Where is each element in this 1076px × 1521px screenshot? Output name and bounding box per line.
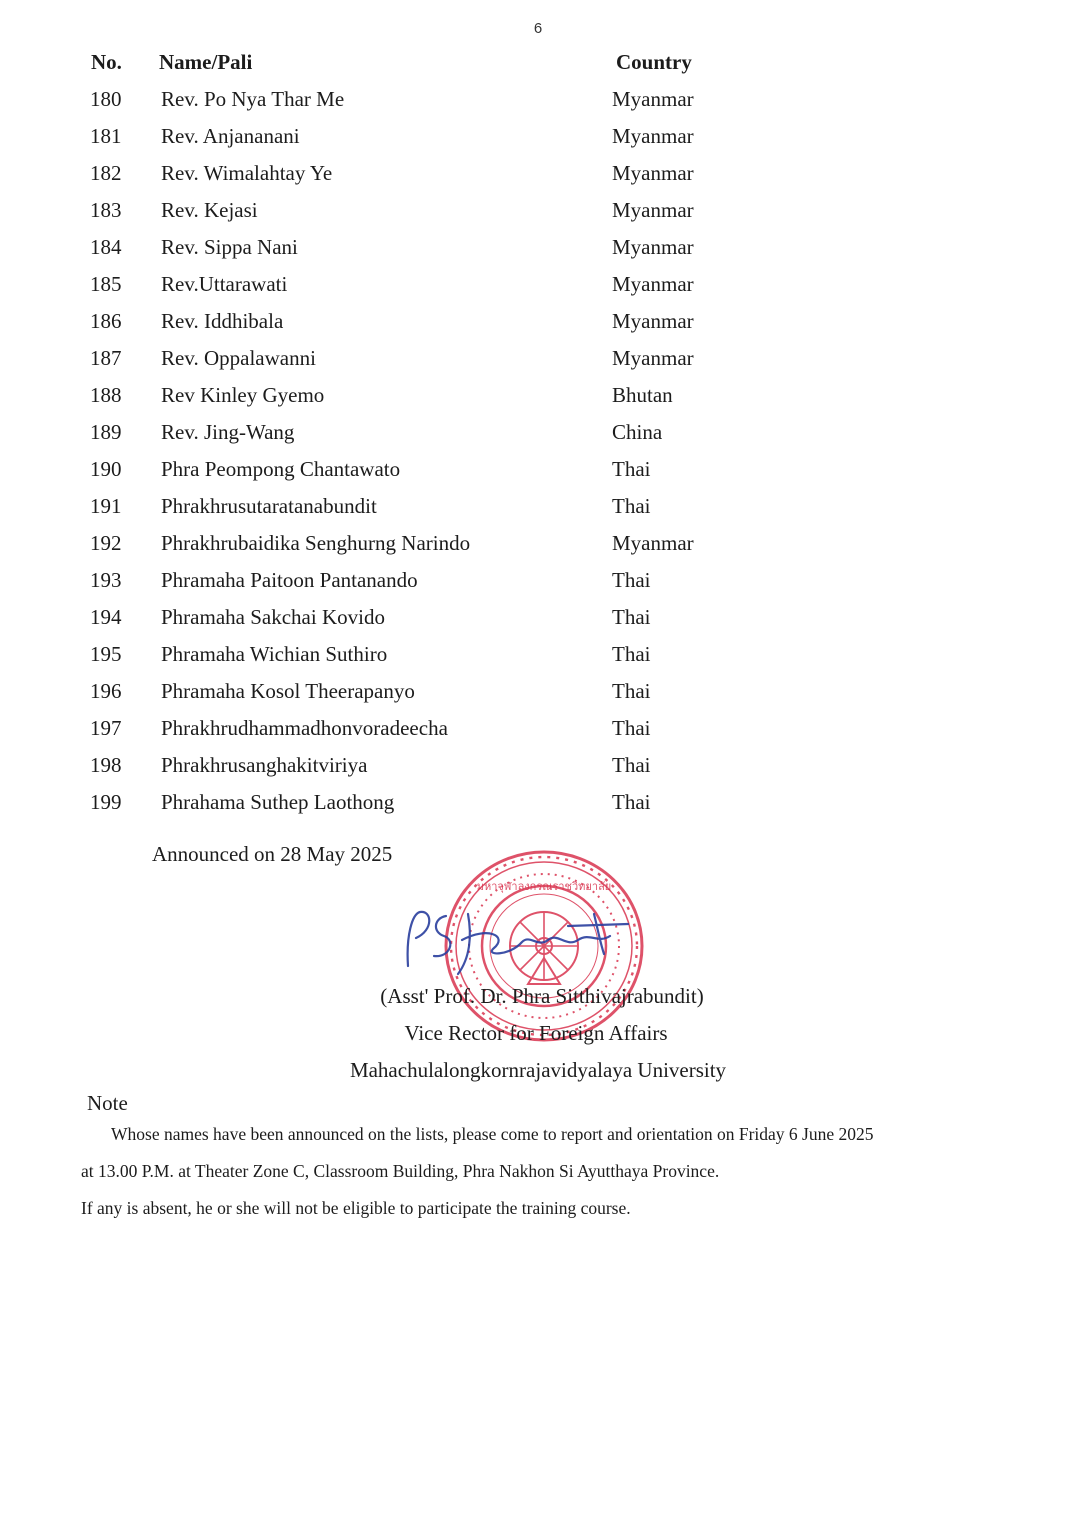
- table-row: [0, 118, 1076, 155]
- table-row: [0, 155, 1076, 192]
- row-name: Phrakhrubaidika Senghurng Narindo: [161, 531, 471, 555]
- row-country: Myanmar: [612, 161, 694, 185]
- row-number: 194: [90, 605, 122, 629]
- row-country: Myanmar: [612, 198, 694, 222]
- row-country: Myanmar: [612, 272, 694, 296]
- table-row: [0, 377, 1076, 414]
- table-row: [0, 340, 1076, 377]
- row-number: 191: [90, 494, 122, 518]
- column-header-no: No.: [91, 50, 122, 74]
- table-row: [0, 599, 1076, 636]
- row-name: Phrakhrusutaratanabundit: [161, 494, 377, 518]
- row-country: Bhutan: [612, 383, 673, 407]
- row-country: Thai: [612, 753, 651, 777]
- row-country: Myanmar: [612, 87, 694, 111]
- row-number: 190: [90, 457, 122, 481]
- row-number: 189: [90, 420, 122, 444]
- row-country: Thai: [612, 457, 651, 481]
- row-name: Rev. Jing-Wang: [161, 420, 295, 444]
- row-name: Rev. Oppalawanni: [161, 346, 316, 370]
- table-row: [0, 192, 1076, 229]
- row-number: 183: [90, 198, 122, 222]
- row-number: 186: [90, 309, 122, 333]
- row-country: Myanmar: [612, 235, 694, 259]
- stamp-text: มหาจุฬาลงกรณราชวิทยาลัย: [476, 880, 612, 893]
- row-country: Thai: [612, 642, 651, 666]
- row-name: Phramaha Kosol Theerapanyo: [161, 679, 415, 703]
- table-row: [0, 266, 1076, 303]
- row-name: Phrahama Suthep Laothong: [161, 790, 395, 814]
- table-row: [0, 562, 1076, 599]
- row-number: 193: [90, 568, 122, 592]
- row-country: Myanmar: [612, 346, 694, 370]
- row-name: Rev. Anjananani: [161, 124, 300, 148]
- row-country: Myanmar: [612, 531, 694, 555]
- row-name: Rev Kinley Gyemo: [161, 383, 325, 407]
- table-row: [0, 784, 1076, 821]
- row-name: Rev. Iddhibala: [161, 309, 284, 333]
- row-name: Rev. Po Nya Thar Me: [161, 87, 345, 111]
- table-row: [0, 414, 1076, 451]
- row-name: Rev. Wimalahtay Ye: [161, 161, 333, 185]
- note-line: at 13.00 P.M. at Theater Zone C, Classroom Building, Phra Nakhon Si Ayutthaya Province.: [81, 1161, 720, 1181]
- note-line: Whose names have been announced on the lists, please come to report and orientation on Friday 6 June 2025: [111, 1124, 874, 1144]
- row-number: 198: [90, 753, 122, 777]
- row-country: Thai: [612, 605, 651, 629]
- table-row: [0, 81, 1076, 118]
- note-line: If any is absent, he or she will not be eligible to participate the training course.: [81, 1198, 631, 1218]
- row-name: Phramaha Sakchai Kovido: [161, 605, 385, 629]
- note-heading: Note: [87, 1091, 128, 1115]
- row-number: 180: [90, 87, 122, 111]
- row-number: 195: [90, 642, 122, 666]
- row-country: Myanmar: [612, 309, 694, 333]
- row-name: Phrakhrusanghakitviriya: [161, 753, 368, 777]
- signer-organization: Mahachulalongkornrajavidyalaya University: [349, 1058, 727, 1082]
- table-row: [0, 710, 1076, 747]
- row-name: Rev. Kejasi: [161, 198, 258, 222]
- column-header-country: Country: [616, 50, 692, 74]
- row-name: Phrakhrudhammadhonvoradeecha: [161, 716, 448, 740]
- row-name: Phramaha Wichian Suthiro: [161, 642, 388, 666]
- row-name: Rev. Sippa Nani: [161, 235, 298, 259]
- row-number: 182: [90, 161, 122, 185]
- page-number: 6: [533, 20, 543, 37]
- table-header-row: [0, 44, 1076, 81]
- row-country: Thai: [612, 790, 651, 814]
- table-row: [0, 229, 1076, 266]
- row-country: Thai: [612, 716, 651, 740]
- row-name: Phramaha Paitoon Pantanando: [161, 568, 418, 592]
- row-country: Thai: [612, 679, 651, 703]
- row-name: Rev.Uttarawati: [161, 272, 288, 296]
- row-name: Phra Peompong Chantawato: [161, 457, 401, 481]
- row-number: 199: [90, 790, 122, 814]
- row-number: 196: [90, 679, 122, 703]
- row-number: 192: [90, 531, 122, 555]
- row-country: China: [612, 420, 663, 444]
- table-row: [0, 636, 1076, 673]
- row-number: 184: [90, 235, 122, 259]
- row-number: 187: [90, 346, 122, 370]
- row-number: 181: [90, 124, 122, 148]
- column-header-name: Name/Pali: [159, 50, 253, 74]
- table-row: [0, 525, 1076, 562]
- row-country: Thai: [612, 568, 651, 592]
- row-number: 188: [90, 383, 122, 407]
- announcement-date: Announced on 28 May 2025: [152, 842, 393, 866]
- row-country: Thai: [612, 494, 651, 518]
- table-row: [0, 673, 1076, 710]
- table-row: [0, 451, 1076, 488]
- row-number: 185: [90, 272, 122, 296]
- signer-name: (Asst' Prof. Dr. Phra Sitthivajrabundit): [380, 984, 704, 1008]
- table-row: [0, 747, 1076, 784]
- signature-image: [398, 896, 638, 986]
- signer-title: Vice Rector for Foreign Affairs: [404, 1021, 668, 1045]
- row-number: 197: [90, 716, 122, 740]
- table-row: [0, 303, 1076, 340]
- table-row: [0, 488, 1076, 525]
- row-country: Myanmar: [612, 124, 694, 148]
